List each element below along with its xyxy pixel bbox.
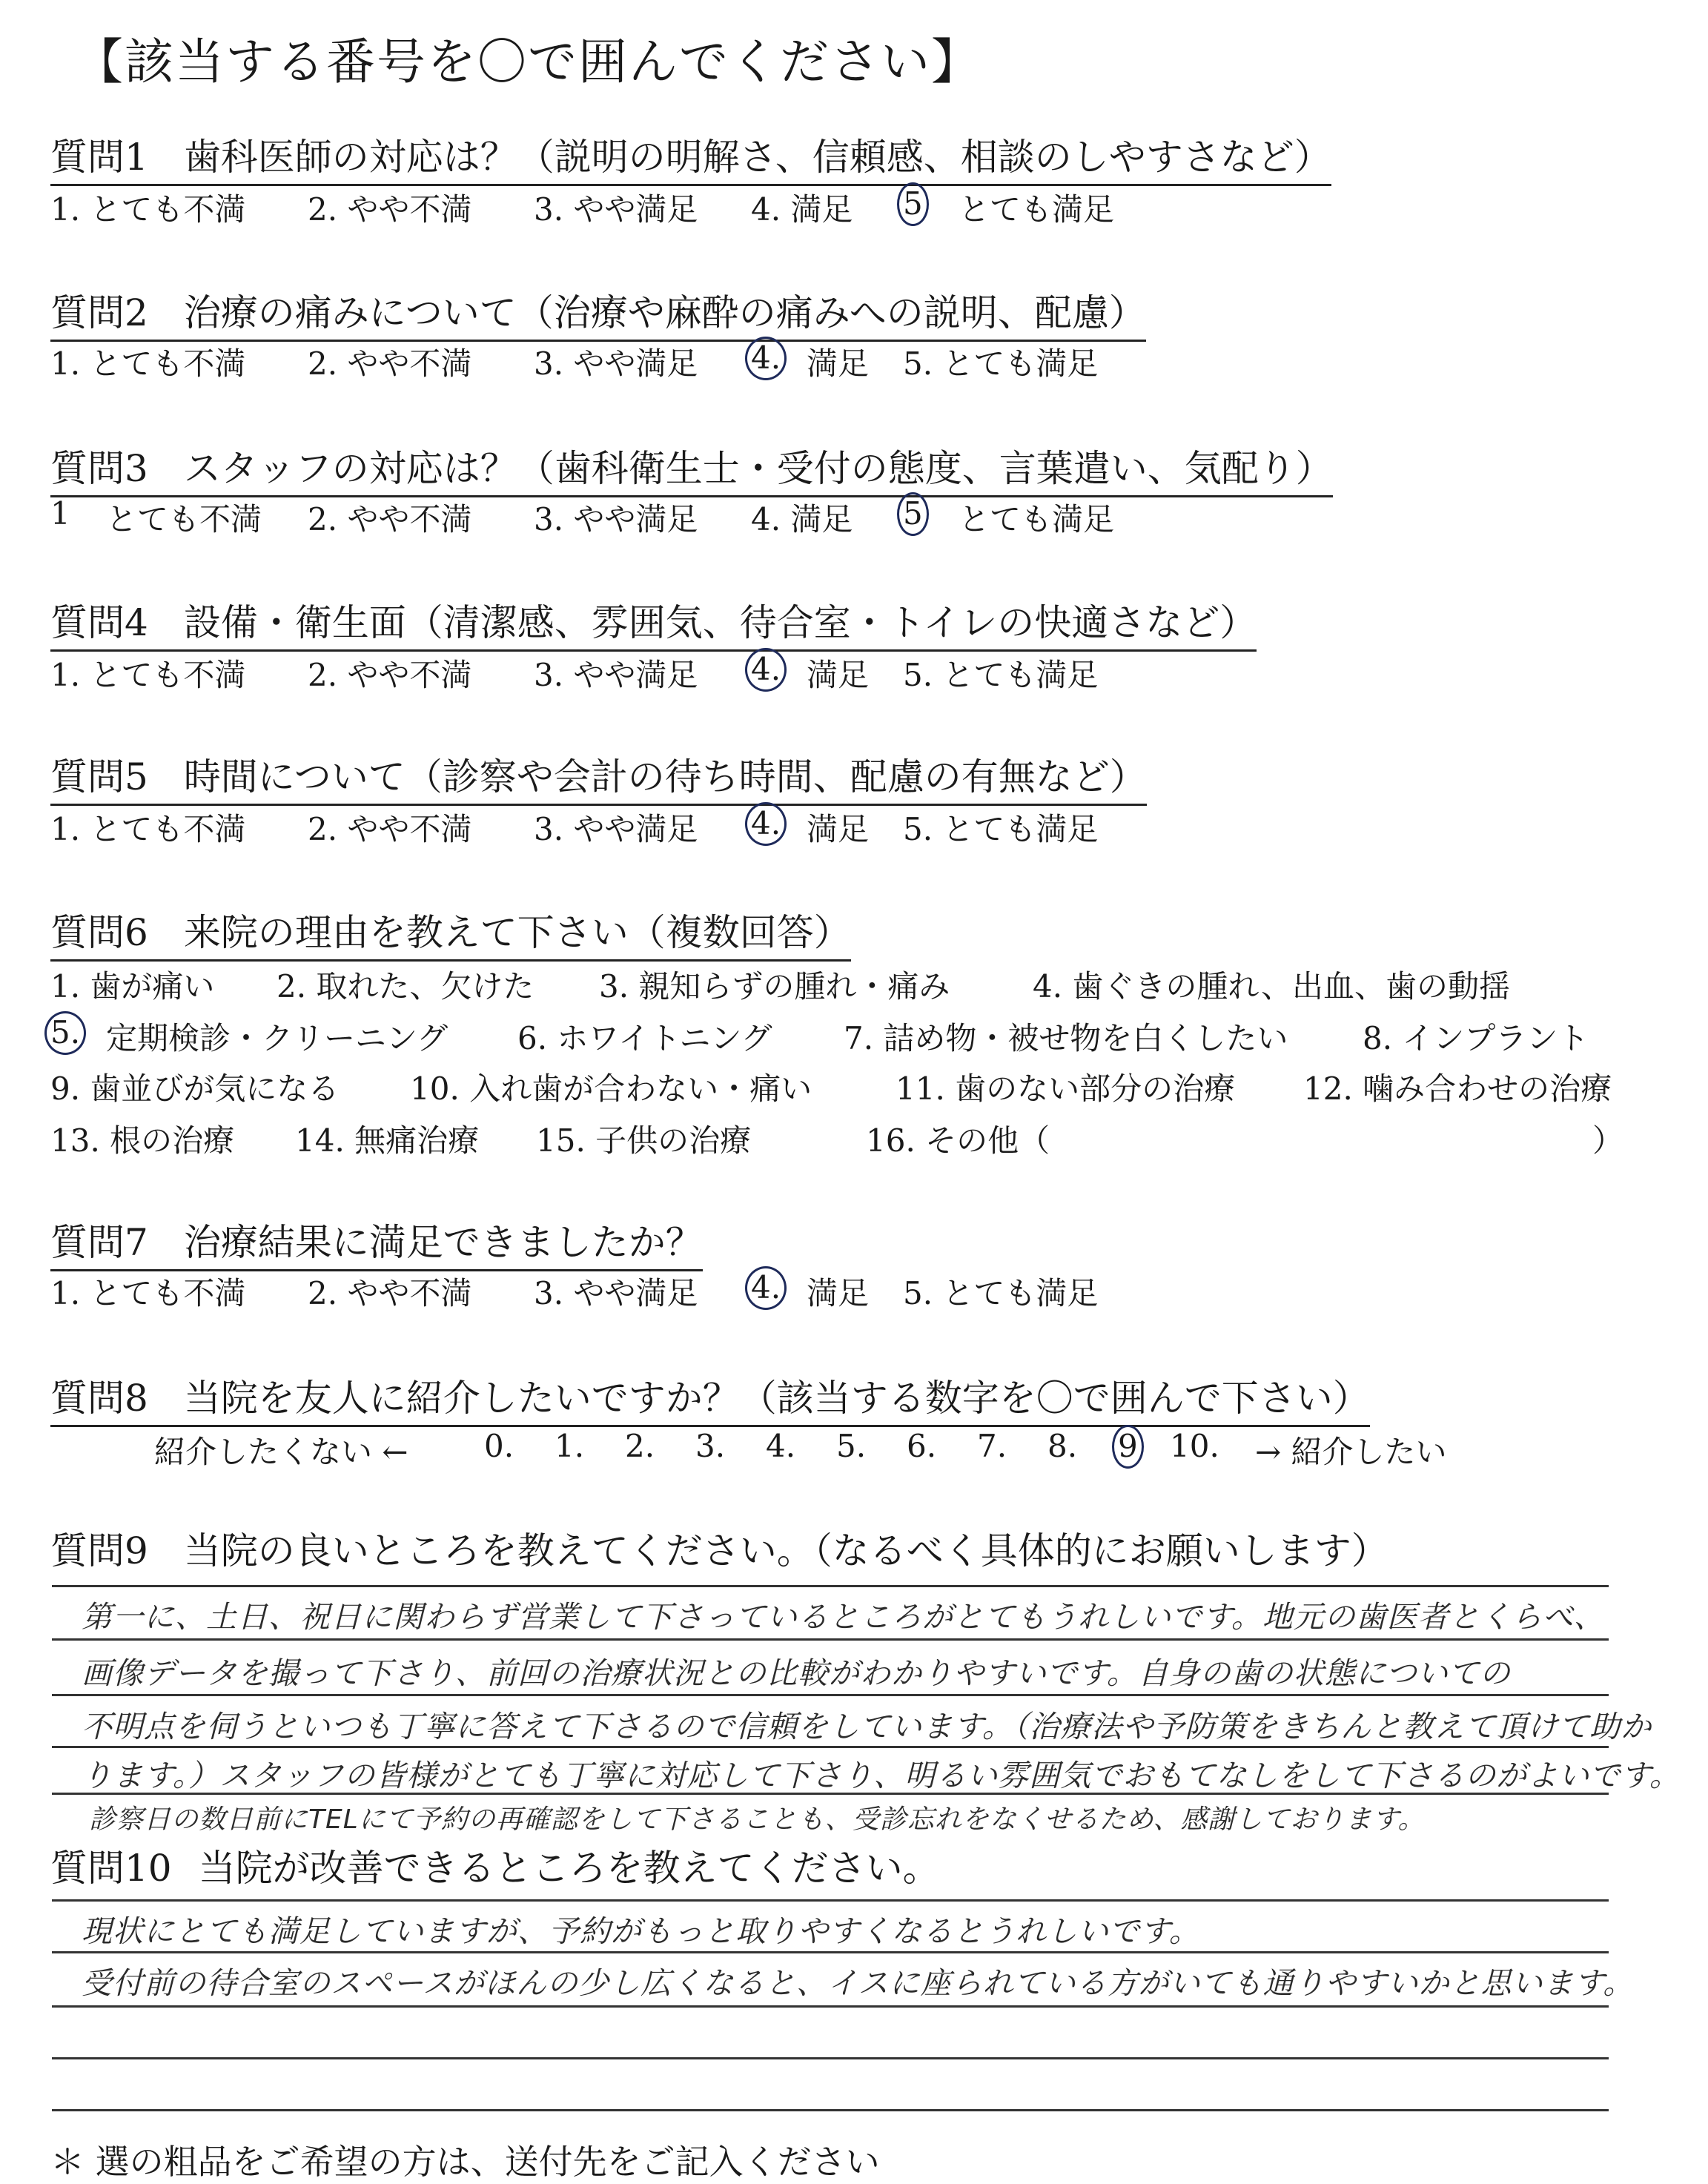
question-4: [50, 593, 1257, 652]
question-7: [50, 1213, 703, 1271]
question-6: [50, 903, 851, 962]
answer-row: [50, 1269, 1237, 1314]
footer-note: ＊ 選の粗品をご希望の方は、送付先をご記入ください: [50, 2142, 880, 2182]
question-number: 質問7: [50, 1221, 148, 1264]
answer-rule: [52, 2057, 1609, 2059]
reason-5-label[interactable]: 定期検診・クリーニング: [106, 1020, 448, 1056]
scale-4[interactable]: 4.: [766, 1428, 796, 1464]
option-2[interactable]: 2. やや不満: [308, 811, 472, 847]
reason-10[interactable]: 10. 入れ歯が合わない・痛い: [410, 1071, 812, 1107]
question-3: [50, 439, 1333, 497]
question-5: [50, 747, 1147, 806]
answer-rule: [52, 1899, 1609, 1902]
question-number: 質問5: [50, 755, 148, 798]
reason-1[interactable]: 1. 歯が痛い: [50, 968, 215, 1005]
answer-rule: [52, 1585, 1609, 1587]
answer-rule: [52, 2109, 1609, 2111]
option-3[interactable]: 3. やや満足: [534, 501, 698, 537]
reason-9[interactable]: 9. 歯並びが気になる: [50, 1071, 340, 1107]
option-3[interactable]: 3. やや満足: [534, 345, 698, 382]
option-5-label[interactable]: とても満足: [959, 191, 1115, 228]
reason-14[interactable]: 14. 無痛治療: [295, 1122, 480, 1159]
option-1[interactable]: 1. とても不満: [50, 657, 246, 693]
handwritten-answer-line: 診察日の数日前にTELにて予約の再確認をして下さることも、受診忘れをなくせるため、感謝しております。: [89, 1804, 1426, 1835]
question-text: 当院が改善できるところを教えてください。: [198, 1847, 940, 1890]
scale-8[interactable]: 8.: [1047, 1428, 1078, 1464]
option-2[interactable]: 2. やや不満: [308, 657, 472, 693]
option-4-label[interactable]: 満足: [807, 345, 870, 382]
handwritten-answer-line: ります。）スタッフの皆様がとても丁寧に対応して下さり、明るい雰囲気でおもてなしをして下さるのがよいです。: [82, 1758, 1681, 1793]
page-title: 【該当する番号を〇で囲んでください】: [74, 33, 982, 90]
handwritten-answer-line: 画像データを撮って下さり、前回の治療状況との比較がわかりやすいです。自身の歯の状態についての: [82, 1655, 1511, 1691]
reason-3[interactable]: 3. 親知らずの腫れ・痛み: [599, 968, 950, 1005]
reason-12[interactable]: 12. 噛み合わせの治療: [1303, 1071, 1612, 1107]
option-5[interactable]: 5. とても満足: [903, 811, 1099, 847]
answer-row: [50, 805, 1237, 850]
scale-left-label: 紹介したくない ←: [154, 1434, 408, 1470]
option-3[interactable]: 3. やや満足: [534, 1275, 698, 1311]
reason-16[interactable]: 16. その他（: [866, 1122, 1050, 1159]
handwritten-answer-line: 不明点を伺うといつも丁寧に答えて下さるので信頼をしています。（治療法や予防策をきちんと教えて頂けて助か: [82, 1709, 1652, 1744]
option-5[interactable]: 5. とても満足: [903, 1275, 1099, 1311]
option-3[interactable]: 3. やや満足: [534, 811, 698, 847]
option-1[interactable]: 1. とても不満: [50, 191, 246, 228]
reason-row: [50, 1065, 1704, 1109]
reason-16-close: ）: [1592, 1122, 1624, 1159]
answer-rule: [52, 1694, 1609, 1696]
answer-rule: [52, 1951, 1609, 1953]
reason-2[interactable]: 2. 取れた、欠けた: [277, 968, 534, 1005]
question-number: 質問3: [50, 447, 148, 490]
scale-0[interactable]: 0.: [484, 1428, 514, 1464]
scale-6[interactable]: 6.: [907, 1428, 937, 1464]
scale-7[interactable]: 7.: [977, 1428, 1007, 1464]
question-number: 質問2: [50, 291, 148, 334]
scale-right-label: → 紹介したい: [1255, 1434, 1447, 1470]
reason-6[interactable]: 6. ホワイトニング: [517, 1020, 772, 1056]
answer-rule: [52, 1793, 1609, 1795]
reason-15[interactable]: 15. 子供の治療: [536, 1122, 752, 1159]
option-2[interactable]: 2. やや不満: [308, 345, 472, 382]
handwritten-answer-line: 現状にとても満足していますが、予約がもっと取りやすくなるとうれしいです。: [82, 1913, 1200, 1949]
question-number: 質問10: [50, 1847, 172, 1890]
question-number: 質問9: [50, 1529, 148, 1572]
option-3[interactable]: 3. やや満足: [534, 191, 698, 228]
question-text: 時間について（診察や会計の待ち時間、配慮の有無など）: [183, 755, 1147, 798]
handwritten-answer-line: 受付前の待合室のスペースがほんの少し広くなると、イスに座られている方がいても通りやすいかと思います。: [82, 1965, 1635, 2001]
scale-9-circled[interactable]: 9: [1118, 1428, 1138, 1464]
question-number: 質問6: [50, 911, 148, 954]
answer-row: [50, 495, 1237, 540]
option-2[interactable]: 2. やや不満: [308, 191, 472, 228]
option-1[interactable]: 1. とても不満: [50, 1275, 246, 1311]
question-text: 設備・衛生面（清潔感、雰囲気、待合室・トイレの快適さなど）: [183, 601, 1257, 644]
question-text: スタッフの対応は？（歯科衛生士・受付の態度、言葉遣い、気配り）: [183, 447, 1333, 490]
option-1-number[interactable]: 1: [50, 495, 70, 532]
question-2: [50, 283, 1146, 342]
reason-13[interactable]: 13. 根の治療: [50, 1122, 235, 1159]
question-text: 当院を友人に紹介したいですか？（該当する数字を〇で囲んで下さい）: [183, 1377, 1370, 1420]
reason-5-circled[interactable]: 5.: [50, 1014, 81, 1050]
option-5[interactable]: 5. とても満足: [903, 345, 1099, 382]
question-9: [50, 1521, 1388, 1575]
answer-row: [50, 651, 1237, 695]
question-text: 当院の良いところを教えてください。（なるべく具体的にお願いします）: [183, 1529, 1388, 1572]
option-1-label[interactable]: とても不満: [106, 501, 262, 537]
option-5-circled[interactable]: 5: [903, 185, 923, 222]
scale-3[interactable]: 3.: [695, 1428, 726, 1464]
scale-2[interactable]: 2.: [625, 1428, 655, 1464]
option-2[interactable]: 2. やや不満: [308, 1275, 472, 1311]
scale-row: [50, 1428, 1533, 1472]
reason-11[interactable]: 11. 歯のない部分の治療: [896, 1071, 1236, 1107]
scale-5[interactable]: 5.: [836, 1428, 867, 1464]
reason-row: [50, 1116, 1681, 1161]
reason-4[interactable]: 4. 歯ぐきの腫れ、出血、歯の動揺: [1033, 968, 1510, 1005]
answer-row: [50, 185, 1237, 230]
option-5-circled[interactable]: 5: [903, 495, 923, 532]
option-1[interactable]: 1. とても不満: [50, 811, 246, 847]
option-5[interactable]: 5. とても満足: [903, 657, 1099, 693]
option-5-label[interactable]: とても満足: [959, 501, 1115, 537]
answer-rule: [52, 1746, 1609, 1748]
option-4-circled[interactable]: 4.: [751, 651, 781, 687]
question-number: 質問1: [50, 136, 148, 179]
question-number: 質問8: [50, 1377, 148, 1420]
option-4-label[interactable]: 満足: [807, 1275, 870, 1311]
question-text: 治療の痛みについて（治療や麻酔の痛みへの説明、配慮）: [183, 291, 1146, 334]
reason-row: [50, 962, 1681, 1007]
scale-1[interactable]: 1.: [555, 1428, 585, 1464]
question-text: 歯科医師の対応は？（説明の明解さ、信頼感、相談のしやすさなど）: [183, 136, 1331, 179]
reason-8[interactable]: 8. インプラント: [1363, 1020, 1589, 1056]
reason-7[interactable]: 7. 詰め物・被せ物を白くしたい: [844, 1020, 1288, 1056]
option-4[interactable]: 4. 満足: [751, 501, 853, 537]
question-text: 来院の理由を教えて下さい（複数回答）: [183, 911, 851, 954]
question-10: [50, 1839, 940, 1892]
option-3[interactable]: 3. やや満足: [534, 657, 698, 693]
answer-row: [50, 340, 1237, 384]
option-4-label[interactable]: 満足: [807, 811, 870, 847]
question-1: [50, 128, 1331, 186]
option-2[interactable]: 2. やや不満: [308, 501, 472, 537]
question-number: 質問4: [50, 601, 148, 644]
answer-rule: [52, 1638, 1609, 1641]
reason-row: [50, 1014, 1681, 1059]
option-4-circled[interactable]: 4.: [751, 1269, 781, 1306]
question-8: [50, 1369, 1370, 1427]
option-4-circled[interactable]: 4.: [751, 805, 781, 841]
question-text: 治療結果に満足できましたか？: [183, 1221, 703, 1264]
answer-rule: [52, 2005, 1609, 2008]
option-4[interactable]: 4. 満足: [751, 191, 853, 228]
option-4-label[interactable]: 満足: [807, 657, 870, 693]
option-4-circled[interactable]: 4.: [751, 340, 781, 376]
option-1[interactable]: 1. とても不満: [50, 345, 246, 382]
handwritten-answer-line: 第一に、土日、祝日に関わらず営業して下さっているところがとてもうれしいです。地元の歯医者とくらべ、: [82, 1599, 1605, 1635]
scale-10[interactable]: 10.: [1170, 1428, 1219, 1464]
